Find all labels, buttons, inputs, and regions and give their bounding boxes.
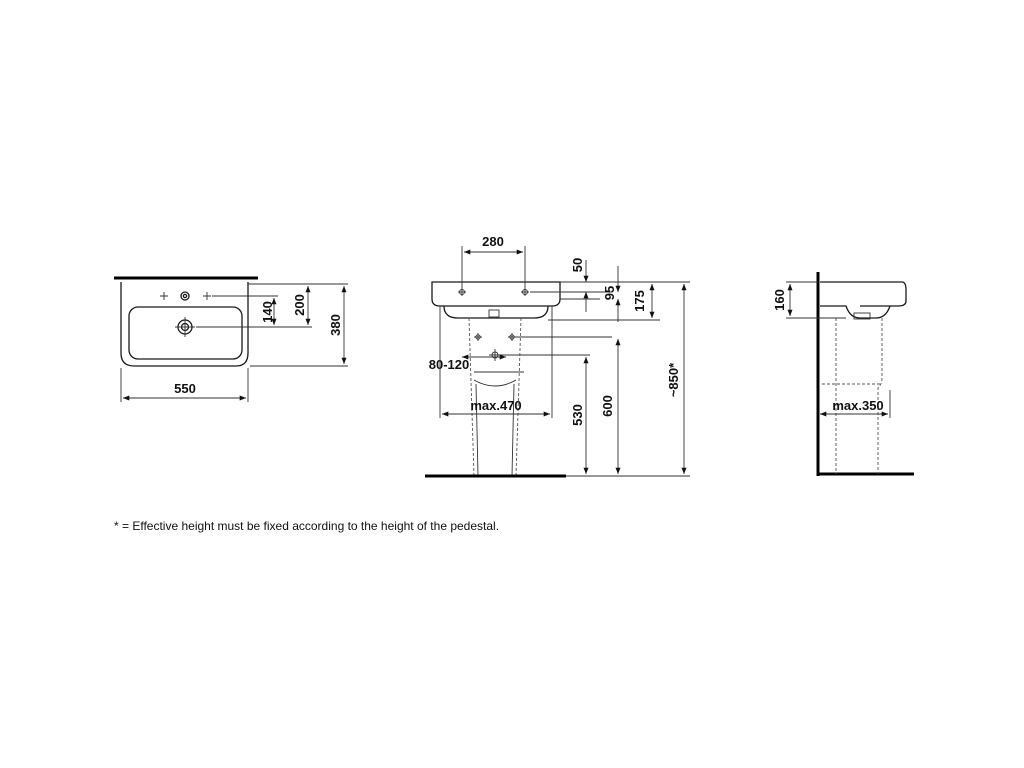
front-view: [425, 234, 690, 476]
front-view-basin-rim: [432, 282, 560, 306]
dim-depth: 380: [328, 314, 343, 336]
top-view-tap-mark-left: [160, 292, 168, 300]
dim-max-350: max.350: [832, 398, 884, 413]
dim-95: 95: [602, 285, 617, 301]
dim-175: 175: [632, 290, 647, 312]
dim-80-120: 80-120: [428, 357, 470, 372]
footnote: * = Effective height must be fixed according to the height of the pedestal.: [114, 519, 500, 533]
top-view-drain-icon: [175, 317, 195, 337]
dim-width: 550: [174, 381, 196, 396]
dim-160: 160: [772, 289, 787, 311]
front-view-pedestal-top: [474, 380, 516, 386]
front-view-basin-bowl: [444, 306, 548, 318]
dim-200: 200: [292, 294, 307, 316]
front-view-supply-icon: [474, 333, 516, 341]
side-view: [772, 272, 914, 476]
dim-50: 50: [570, 257, 585, 273]
top-view-tap-mark-right: [203, 292, 211, 300]
top-view: [114, 278, 348, 402]
top-view-bowl: [129, 307, 242, 359]
top-view-tap-hole-icon: [181, 292, 189, 300]
dim-max-470: max.470: [470, 398, 522, 413]
dim-hole-spacing: 280: [482, 234, 504, 249]
front-view-overflow: [489, 310, 499, 317]
dim-600: 600: [600, 395, 615, 417]
dim-140: 140: [260, 301, 275, 323]
dim-850: ~850*: [666, 362, 681, 398]
side-view-basin-outline: [820, 282, 906, 306]
dim-530: 530: [570, 404, 585, 426]
